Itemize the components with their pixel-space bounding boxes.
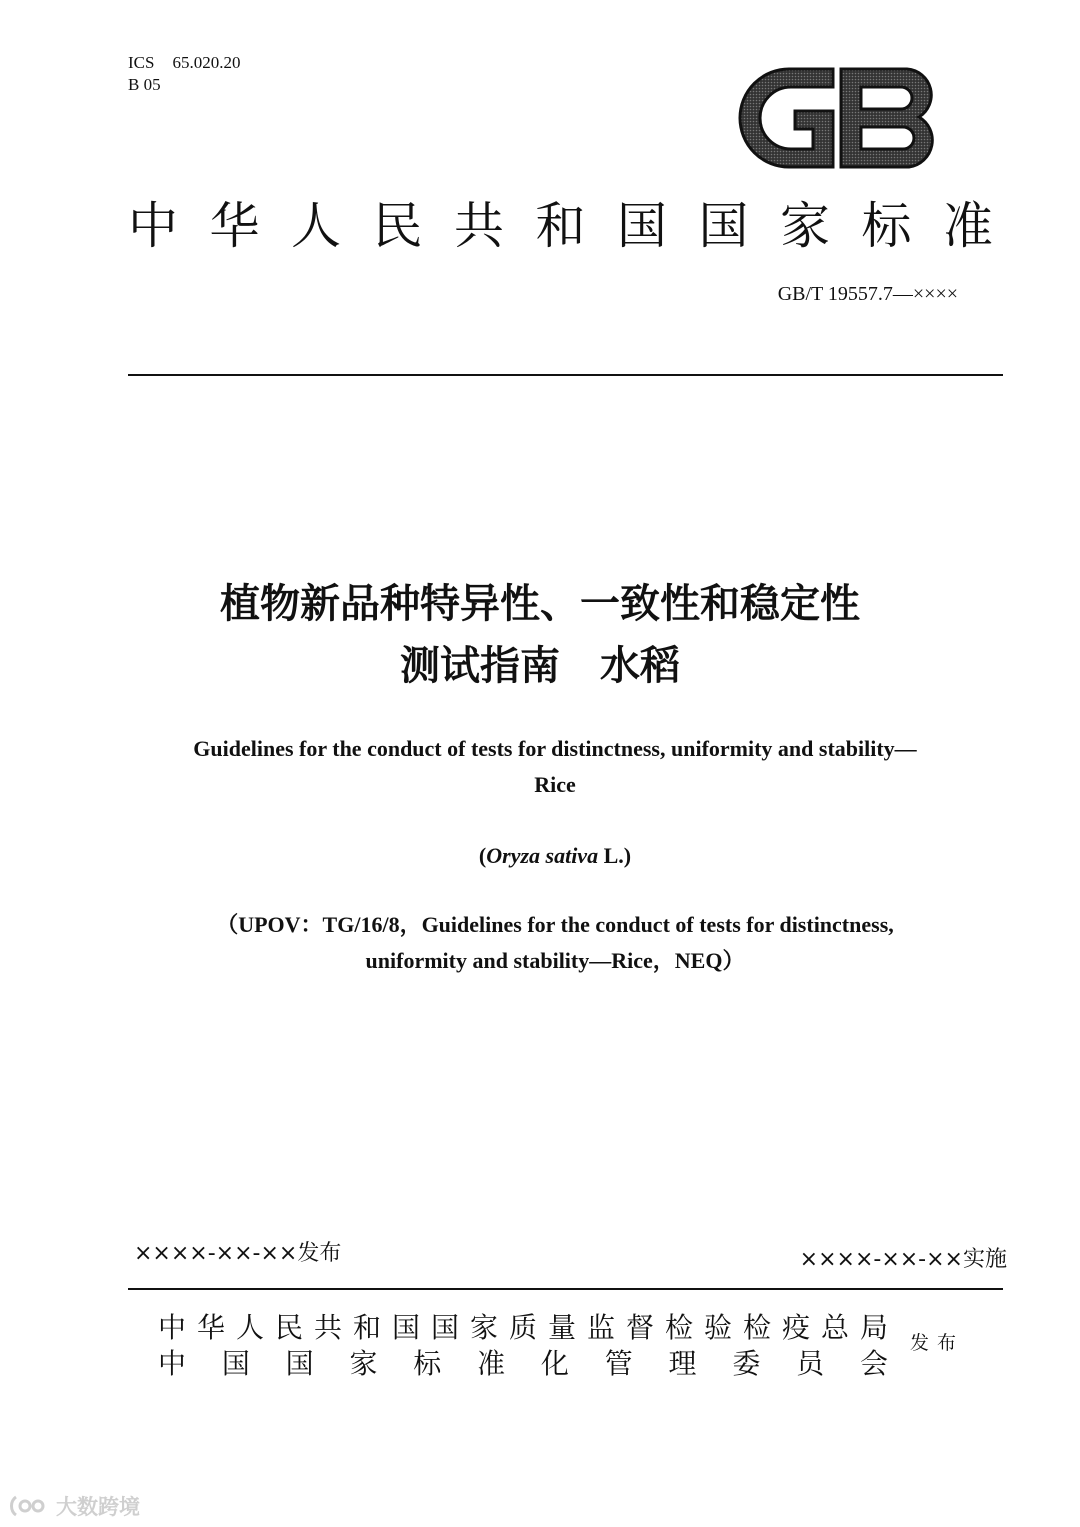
en-title-line2: Rice: [534, 772, 576, 797]
issuing-org-1: 中华人民共和国国家质量监督检验检疫总局: [158, 1311, 888, 1344]
implement-date: ××××-××-××实施: [799, 1247, 1007, 1272]
cn-title-line1: 植物新品种特异性、一致性和稳定性: [220, 581, 860, 627]
issuing-org-2: 中国国家标准化管理委员会: [158, 1347, 888, 1380]
classification-codes: [128, 52, 240, 96]
upov-line2: uniformity and stability—Rice，NEQ）: [365, 948, 745, 973]
en-title-line1: Guidelines for the conduct of tests for distinctness, uniformity and stability—: [193, 736, 917, 761]
watermark-text: 大数跨境: [56, 1495, 140, 1519]
top-divider: [128, 374, 1003, 376]
ccs-row: B 05: [128, 75, 161, 94]
bottom-divider: [128, 1288, 1003, 1290]
ics-value: 65.020.20: [172, 53, 241, 72]
upov-reference: [60, 907, 1050, 979]
cn-title-line2: 测试指南 水稻: [400, 643, 680, 689]
upov-line1: （UPOV：TG/16/8，Guidelines for the conduct of tests for distinctness,: [216, 912, 894, 937]
scientific-name: [60, 838, 1050, 874]
sci-close: L.): [598, 843, 632, 868]
ics-row: [128, 52, 240, 74]
en-title: [60, 731, 1050, 803]
watermark: [8, 1491, 140, 1521]
sci-open: (: [478, 843, 487, 868]
standard-number: GB/T 19557.7—××××: [777, 283, 958, 305]
gb-logo: [737, 63, 942, 173]
sci-name-italic: Oryza sativa: [486, 843, 599, 868]
watermark-logo-icon: [8, 1493, 50, 1519]
standard-title: 中华人民共和国国家标准: [128, 197, 1003, 255]
logo-text: GB: [737, 63, 739, 64]
ics-label: ICS: [128, 53, 155, 72]
issue-label: 发布: [910, 1332, 965, 1354]
publish-date: ××××-××-××发布: [134, 1241, 342, 1266]
